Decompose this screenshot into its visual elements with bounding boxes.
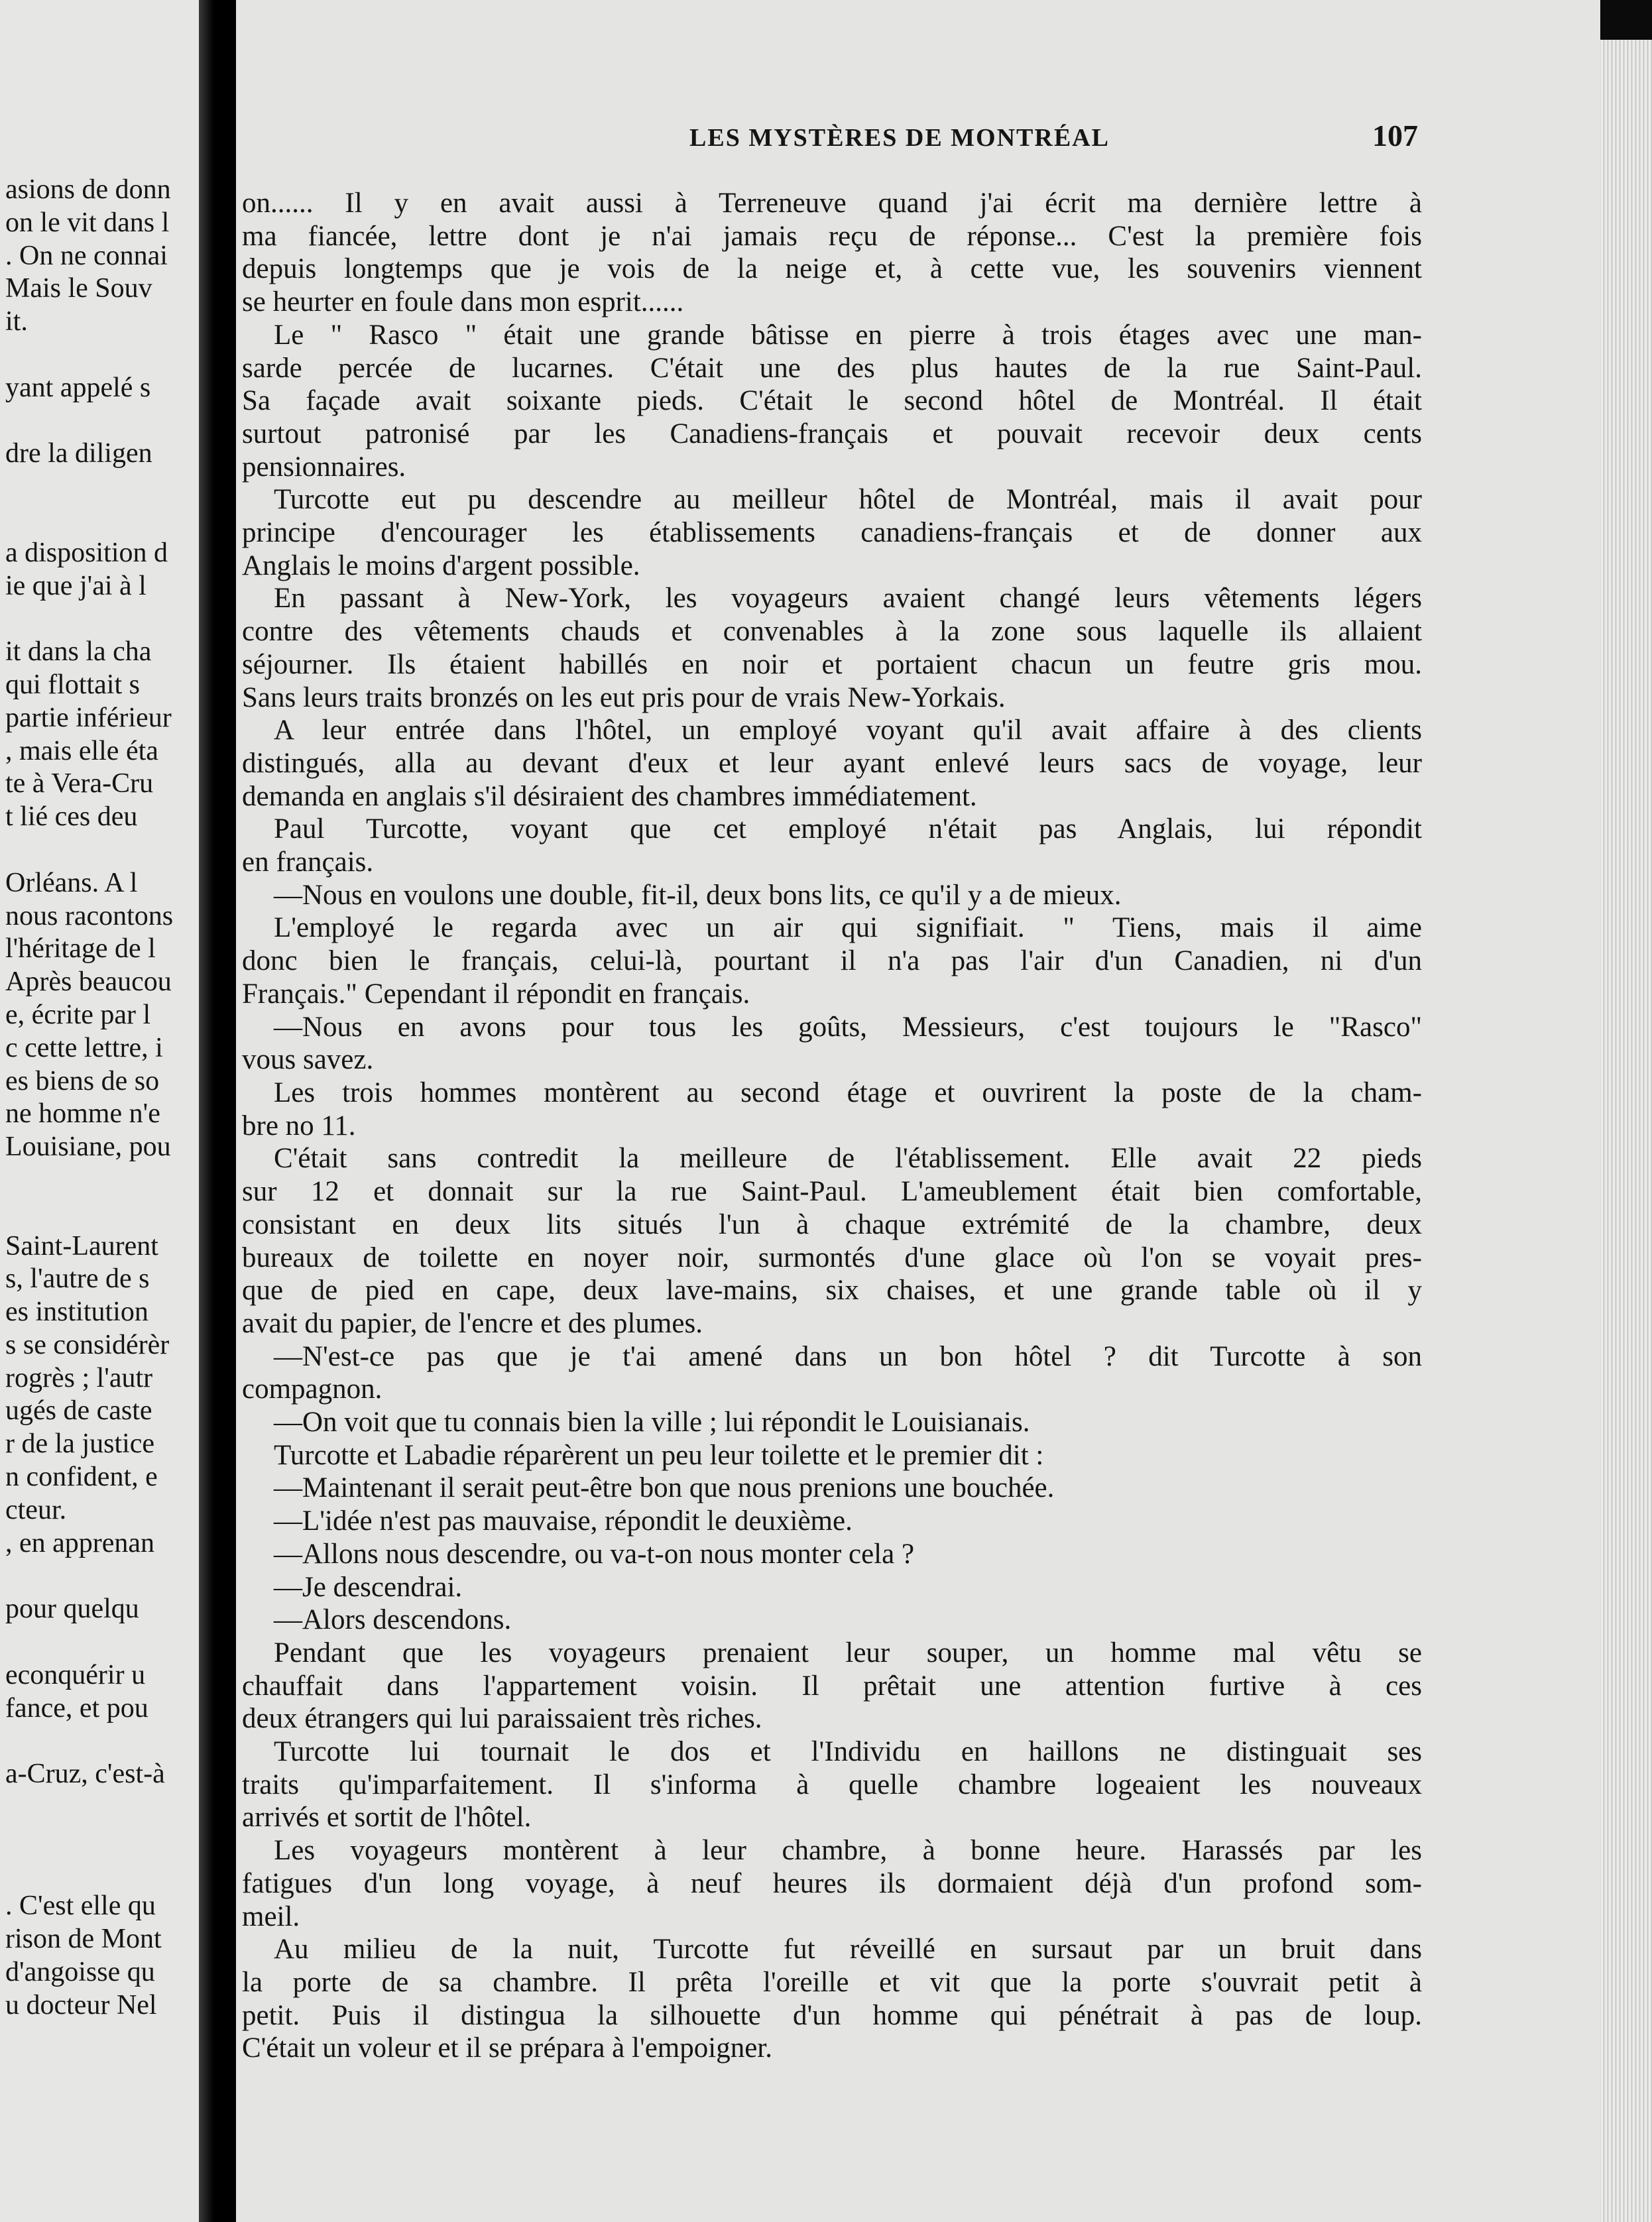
text-line: traits qu'imparfaitement. Il s'informa à quelle chambre logeaient les nouveaux	[242, 1769, 1422, 1800]
facing-page-line	[5, 1824, 199, 1857]
text-line: Le " Rasco " était une grande bâtisse en pierre à trois étages avec une man-	[274, 319, 1422, 351]
facing-page-line: l'héritage de l	[5, 933, 156, 965]
facing-page-line: ne homme n'e	[5, 1098, 160, 1130]
text-line: principe d'encourager les établissements canadiens-français et de donner aux	[242, 517, 1422, 549]
text-line: —Nous en voulons une double, fit-il, deux bons lits, ce qu'il y a de mieux.	[274, 879, 1122, 911]
facing-page	[0, 0, 199, 2222]
text-line: —Nous en avons pour tous les goûts, Messieurs, c'est toujours le "Rasco"	[274, 1011, 1422, 1043]
facing-page-line	[5, 1626, 199, 1659]
facing-page-line: , mais elle éta	[5, 735, 158, 766]
text-line: Turcotte et Labadie réparèrent un peu leur toilette et le premier dit :	[274, 1439, 1044, 1471]
text-line: depuis longtemps que je vois de la neige et, à cette vue, les souvenirs viennent	[242, 253, 1422, 285]
text-line: donc bien le français, celui-là, pourtant il n'a pas l'air d'un Canadien, ni d'un	[242, 945, 1422, 977]
facing-page-line	[5, 405, 199, 438]
facing-page-line: it dans la cha	[5, 636, 152, 668]
text-line: ma fiancée, lettre dont je n'ai jamais reçu de réponse... C'est la première fois	[242, 220, 1422, 252]
facing-page-line	[5, 1197, 199, 1230]
text-line: Paul Turcotte, voyant que cet employé n'était pas Anglais, lui répondit	[274, 813, 1422, 845]
text-line: petit. Puis il distingua la silhouette d'un homme qui pénétrait à pas de loup.	[242, 1999, 1422, 2031]
facing-page-line: a-Cruz, c'est-à	[5, 1759, 165, 1790]
facing-page-line	[5, 1791, 199, 1824]
text-line: Les voyageurs montèrent à leur chambre, à bonne heure. Harassés par les	[274, 1835, 1422, 1867]
text-line: sur 12 et donnait sur la rue Saint-Paul. L'ameublement était bien comfortable,	[242, 1176, 1422, 1208]
text-line: —Maintenant il serait peut-être bon que nous prenions une bouchée.	[274, 1472, 1055, 1504]
facing-page-line: e, écrite par l	[5, 999, 151, 1030]
text-line: Français." Cependant il répondit en français.	[242, 978, 750, 1010]
text-line: demanda en anglais s'il désiraient des chambres immédiatement.	[242, 780, 977, 812]
facing-page-line	[5, 471, 199, 504]
facing-page-line: dre la diligen	[5, 438, 152, 469]
text-line: Les trois hommes montèrent au second étage et ouvrirent la poste de la cham-	[274, 1077, 1422, 1108]
text-line: En passant à New-York, les voyageurs avaient changé leurs vêtements légers	[274, 583, 1422, 614]
text-line: chauffait dans l'appartement voisin. Il prêtait une attention furtive à ces	[242, 1670, 1422, 1702]
book-gutter	[199, 0, 236, 2222]
facing-page-line: ugés de caste	[5, 1395, 152, 1427]
facing-page-line: u docteur Nel	[5, 1989, 157, 2020]
facing-page-line: it.	[5, 306, 28, 337]
text-line: se heurter en foule dans mon esprit......	[242, 286, 684, 318]
facing-page-line: asions de donn	[5, 174, 171, 205]
text-line: —Allons nous descendre, ou va-t-on nous monter cela ?	[274, 1538, 915, 1570]
text-line: —N'est-ce pas que je t'ai amené dans un bon hôtel ? dit Turcotte à son	[274, 1340, 1422, 1372]
text-line: Turcotte lui tournait le dos et l'Individu en haillons ne distinguait ses	[274, 1736, 1422, 1768]
facing-page-line: rogrès ; l'autr	[5, 1362, 153, 1393]
facing-page-line: rison de Mont	[5, 1924, 162, 1955]
body-text	[242, 187, 1422, 2065]
page-number: 107	[1372, 119, 1418, 152]
text-line: A leur entrée dans l'hôtel, un employé voyant qu'il avait affaire à des clients	[274, 715, 1422, 746]
text-line: pensionnaires.	[242, 451, 406, 483]
text-line: C'était un voleur et il se prépara à l'empoigner.	[242, 2032, 772, 2064]
text-line: avait du papier, de l'encre et des plumes.	[242, 1307, 703, 1339]
facing-page-line: cteur.	[5, 1494, 67, 1525]
text-line: sarde percée de lucarnes. C'était une des plus hautes de la rue Saint-Paul.	[242, 352, 1422, 384]
text-line: que de pied en cape, deux lave-mains, six chaises, et une grande table où il y	[242, 1275, 1422, 1307]
facing-page-line	[5, 1164, 199, 1197]
facing-page-line: qui flottait s	[5, 669, 140, 700]
text-line: la porte de sa chambre. Il prêta l'oreille et vit que la porte s'ouvrait petit à	[242, 1966, 1422, 1998]
facing-page-line: Saint-Laurent	[5, 1230, 158, 1261]
facing-page-line: , en apprenan	[5, 1527, 155, 1558]
text-line: on...... Il y en avait aussi à Terreneuve quand j'ai écrit ma dernière lettre à	[242, 188, 1422, 219]
facing-page-line	[5, 1857, 199, 1891]
page-edges	[1600, 40, 1652, 2222]
facing-page-line	[5, 834, 199, 867]
facing-page-line: r de la justice	[5, 1429, 155, 1460]
text-line: fatigues d'un long voyage, à neuf heures ils dormaient déjà d'un profond som-	[242, 1867, 1422, 1899]
facing-page-line	[5, 1560, 199, 1593]
text-line: bre no 11.	[242, 1110, 356, 1141]
facing-page-line	[5, 504, 199, 537]
text-line: vous savez.	[242, 1044, 374, 1076]
facing-page-line	[5, 1725, 199, 1758]
facing-page-line: es institution	[5, 1297, 148, 1328]
facing-page-line: pour quelqu	[5, 1594, 139, 1625]
text-line: —L'idée n'est pas mauvaise, répondit le deuxième.	[274, 1505, 853, 1537]
facing-page-text	[5, 174, 199, 2022]
text-line: Au milieu de la nuit, Turcotte fut réveillé en sursaut par un bruit dans	[274, 1934, 1422, 1965]
facing-page-line: partie inférieur	[5, 702, 172, 733]
text-line: —Je descendrai.	[274, 1571, 463, 1603]
facing-page-line: on le vit dans l	[5, 207, 170, 238]
text-line: compagnon.	[242, 1374, 383, 1405]
text-line: consistant en deux lits situés l'un à chaque extrémité de la chambre, deux	[242, 1208, 1422, 1240]
text-line: Sa façade avait soixante pieds. C'était le second hôtel de Montréal. Il était	[242, 385, 1422, 417]
text-line: Anglais le moins d'argent possible.	[242, 550, 640, 581]
facing-page-line: yant appelé s	[5, 372, 151, 403]
text-line: Turcotte eut pu descendre au meilleur hôtel de Montréal, mais il avait pour	[274, 484, 1422, 516]
text-line: —Alors descendons.	[274, 1604, 512, 1636]
text-line: surtout patronisé par les Canadiens-français et pouvait recevoir deux cents	[242, 418, 1422, 449]
running-title: LES MYSTÈRES DE MONTRÉAL	[689, 124, 1110, 152]
facing-page-line: fance, et pou	[5, 1692, 148, 1724]
facing-page-line: econquérir u	[5, 1659, 146, 1690]
text-line: —On voit que tu connais bien la ville ; lui répondit le Louisianais.	[274, 1407, 1030, 1438]
facing-page-line: . On ne connai	[5, 240, 168, 271]
text-line: L'employé le regarda avec un air qui signifiait. " Tiens, mais il aime	[274, 912, 1422, 944]
text-line: contre des vêtements chauds et convenables à la zone sous laquelle ils allaient	[242, 616, 1422, 648]
facing-page-line: es biens de so	[5, 1065, 160, 1096]
facing-page-line: c cette lettre, i	[5, 1032, 163, 1063]
facing-page-line: a disposition d	[5, 537, 168, 568]
facing-page-line: d'angoisse qu	[5, 1957, 155, 1988]
text-line: deux étrangers qui lui paraissaient très riches.	[242, 1703, 762, 1735]
facing-page-line: n confident, e	[5, 1462, 158, 1493]
facing-page-line	[5, 603, 199, 636]
text-line: distingués, alla au devant d'eux et leur ayant enlevé leurs sacs de voyage, leur	[242, 747, 1422, 779]
facing-page-line: s, l'autre de s	[5, 1263, 150, 1295]
text-line: C'était sans contredit la meilleure de l'établissement. Elle avait 22 pieds	[274, 1143, 1422, 1175]
facing-page-line: . C'est elle qu	[5, 1891, 156, 1922]
text-line: séjourner. Ils étaient habillés en noir et portaient chacun un feutre gris mou.	[242, 648, 1422, 680]
text-line: arrivés et sortit de l'hôtel.	[242, 1802, 532, 1834]
text-line: meil.	[242, 1900, 300, 1932]
facing-page-line: Louisiane, pou	[5, 1132, 171, 1163]
facing-page-line	[5, 339, 199, 372]
facing-page-line: nous racontons	[5, 900, 174, 931]
text-line: en français.	[242, 847, 374, 878]
facing-page-line: Mais le Souv	[5, 273, 152, 304]
facing-page-line: s se considérèr	[5, 1329, 170, 1360]
facing-page-line: Orléans. A l	[5, 867, 138, 898]
text-line: bureaux de toilette en noyer noir, surmontés d'une glace où l'on se voyait pres-	[242, 1242, 1422, 1273]
facing-page-line: Après beaucou	[5, 966, 172, 998]
text-line: Pendant que les voyageurs prenaient leur souper, un homme mal vêtu se	[274, 1637, 1422, 1668]
facing-page-line: te à Vera-Cru	[5, 768, 154, 799]
text-line: Sans leurs traits bronzés on les eut pris pour de vrais New-Yorkais.	[242, 681, 1006, 713]
facing-page-line: t lié ces deu	[5, 801, 138, 833]
facing-page-line: ie que j'ai à l	[5, 570, 147, 601]
